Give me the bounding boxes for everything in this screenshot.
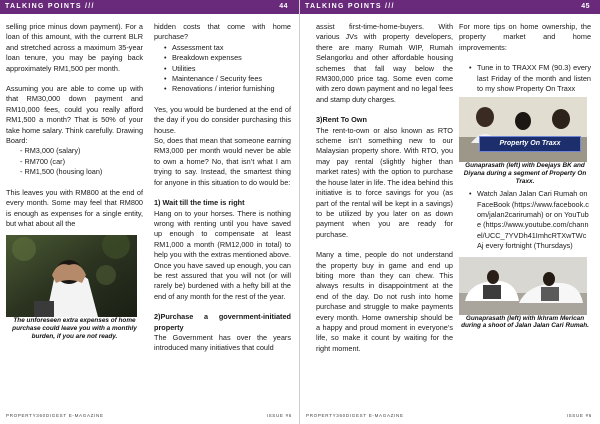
left-header-title: TALKING POINTS /// [5, 3, 95, 10]
paragraph: The Government has over the years introduced many initiatives that could [154, 332, 291, 353]
right-page-header [300, 0, 600, 14]
footer-magazine-name: PROPERTY360DIGEST E-MAGAZINE [6, 413, 104, 418]
list-item: • Utilities [164, 64, 291, 74]
footer-issue: ISSUE #6 [266, 413, 292, 418]
right-page-number: 45 [581, 3, 590, 10]
paragraph: Hang on to your horses. There is nothing wrong with renting until you have saved up enough to compensate at least RM1,000 a month (RM12,000 in total) to help you with the extras mentioned above. Once you have saved up enough, you can be rest assured that you will not (or will rarely be) burdened with a hefty bill at the end of any month for the rest of the year. [154, 208, 291, 301]
paragraph: The rent-to-own or also known as RTO scheme isn’t something new to our Malaysian property shore. With RTO, you may pay rental (slightly higher than market rates) with the option to purchase the house later in life. The idea behind this initiative is to force savings for you (as part of the rental will be kept in a savings) to be utilized by you later on as down payment when you are ready for purchase. [316, 125, 453, 239]
section-heading: 1) Wait till the time is right [154, 198, 245, 208]
footer-issue: ISSUE #6 [566, 413, 592, 418]
section-heading: 2)Purchase a government-initiated property [154, 312, 291, 332]
paragraph: Yes, you would be burdened at the end of the day if you do consider purchasing this house. [154, 104, 291, 135]
paragraph: selling price minus down payment). For a loan of this amount, with the current BLR and stretched across a maximum 35-year loan tenure, you may be paying back approximately RM1,500 per month. [6, 22, 143, 73]
right-page-footer [300, 411, 600, 421]
list-item: • Renovations / interior furnishing [164, 84, 291, 94]
stressed-man-photo [6, 235, 137, 317]
left-page-number: 44 [279, 3, 288, 10]
paragraph: Assuming you are able to come up with that RM30,000 down payment and RM10,000 fees, could you really afford RM1,500 a month? That is 50% of your take home salary. Think carefully. Drawing Board: [6, 84, 143, 146]
left-column-2 [154, 22, 291, 354]
paragraph: For more tips on home ownership, the property market and home improvements: [459, 22, 591, 52]
paragraph: hidden costs that come with home purchase? [154, 22, 291, 42]
sofa-illustration [459, 257, 587, 315]
left-page-footer [0, 411, 300, 421]
paragraph: assist first-time-home-buyers. With various JVs with property developers, there are many Rumah WIP, Rumah Selangorku and other affordable housing schemes that fall way below the RM300,000 price tag. Some even come with zero down payment and no legal fees and stamp duty charges. [316, 22, 453, 104]
right-column-2 [459, 22, 591, 330]
section-heading: 3)Rent To Own [316, 115, 367, 125]
list-item: - RM3,000 (salary) [20, 146, 81, 156]
right-page [300, 0, 600, 424]
paragraph: So, does that mean that someone earning RM3,000 per month would never be able to own a home? No, that isn’t what I am trying to say. Instead, the smartest thing for anyone in this situation to do would be: [154, 136, 291, 187]
photo-caption: Gunaprasath (left) with Ikhram Merican during a shoot of Jalan Jalan Cari Rumah. [461, 314, 589, 330]
list-item: - RM1,500 (housing loan) [20, 167, 103, 177]
left-page-header [0, 0, 300, 14]
right-header-title: TALKING POINTS /// [305, 3, 395, 10]
sofa-photo [459, 257, 587, 315]
list-item: • Watch Jalan Jalan Cari Rumah on FaceBook (https://www.facebook.com/jalan2carirumah) or on YouTube (https://www.youtube.com/channel/UCC_7YVDh41ImhcRTXwTWcAj every fortnight (Thursdays) [469, 189, 591, 251]
show-banner: Property On Traxx [479, 136, 581, 152]
stressed-man-illustration [6, 235, 137, 317]
tips-list-2 [459, 189, 591, 251]
hidden-costs-list [154, 43, 291, 95]
list-item: • Breakdown expenses [164, 53, 291, 63]
tips-list-1 [459, 63, 591, 94]
list-item: • Maintenance / Security fees [164, 74, 291, 84]
paragraph: This leaves you with RM800 at the end of every month. Some may feel that RM800 is enough as expenses for a single entity, but what about all the [6, 187, 143, 228]
list-item: • Assessment tax [164, 43, 291, 53]
radio-studio-illustration [459, 97, 587, 162]
left-column-1 [6, 22, 143, 340]
photo-caption: Gunaprasath (left) with Deejays BK and Diyana during a segment of Property On Traxx. [463, 162, 587, 185]
radio-studio-photo [459, 97, 587, 162]
photo-caption: The unforeseen extra expenses of home purchase could leave you with a monthly burden, if you are not ready. [12, 317, 137, 340]
list-item: - RM700 (car) [20, 156, 66, 166]
paragraph: Many a time, people do not understand the property buy in game and end up biting more than they can chew. This always results in disappointment at the end of the day. Do not rush into home purchase and struggle to make payments every month. Home ownership should be a happy and proud moment in everyone’s life, so make it count by waiting for the right moment. [316, 250, 453, 353]
list-item: • Tune in to TRAXX FM (90.3) every last Friday of the month and listen to my show Property On Traxx [469, 63, 591, 94]
footer-magazine-name: PROPERTY360DIGEST E-MAGAZINE [306, 413, 404, 418]
right-column-1 [316, 22, 453, 354]
